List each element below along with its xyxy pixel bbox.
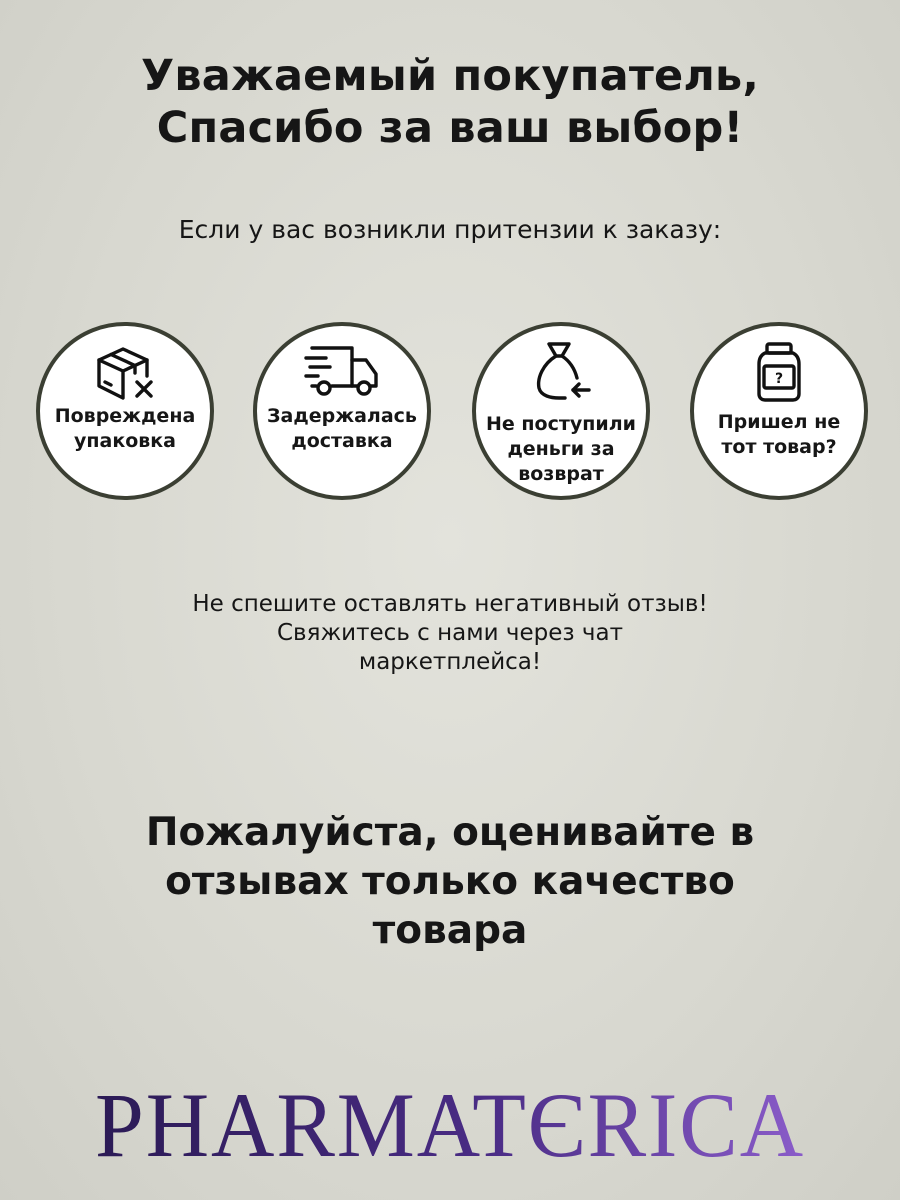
issue-wrong-product — [690, 322, 868, 500]
greeting-line-2: Спасибо за ваш выбор! — [156, 103, 744, 153]
delivery-truck-icon — [304, 340, 380, 404]
notice-text — [0, 590, 900, 677]
damaged-box-icon — [93, 340, 157, 404]
issue-label: Не поступили деньги за возврат — [486, 413, 636, 485]
issue-label: Задержалась доставка — [267, 405, 417, 452]
wrong-product-jar-icon — [747, 340, 811, 404]
intro-text: Если у вас возникли притензии к заказу: — [178, 215, 722, 244]
issue-label: Повреждена упаковка — [54, 405, 196, 452]
notice-line-2: Свяжитесь с нами через чат — [277, 620, 623, 646]
appeal-line-2: отзывах только качество — [165, 859, 735, 904]
money-bag-return-icon — [529, 338, 593, 402]
issue-damaged-packaging — [36, 322, 214, 500]
notice-line-3: маркетплейса! — [358, 649, 542, 675]
appeal-line-3: товара — [372, 908, 528, 953]
brand-logo-text: PHARMATЄRICA — [95, 1074, 805, 1176]
svg-text:?: ? — [774, 371, 784, 387]
issue-delayed-delivery — [253, 322, 431, 500]
issue-list — [0, 322, 900, 500]
greeting-line-1: Уважаемый покупатель, — [141, 51, 759, 101]
appeal-heading — [0, 808, 900, 955]
issue-refund-not-received — [472, 322, 650, 500]
appeal-line-1: Пожалуйста, оценивайте в — [145, 810, 755, 855]
brand-logo — [50, 1068, 850, 1178]
issue-label: Пришел не тот товар? — [717, 411, 841, 458]
greeting-heading — [0, 50, 900, 154]
notice-line-1: Не спешите оставлять негативный отзыв! — [192, 591, 708, 617]
